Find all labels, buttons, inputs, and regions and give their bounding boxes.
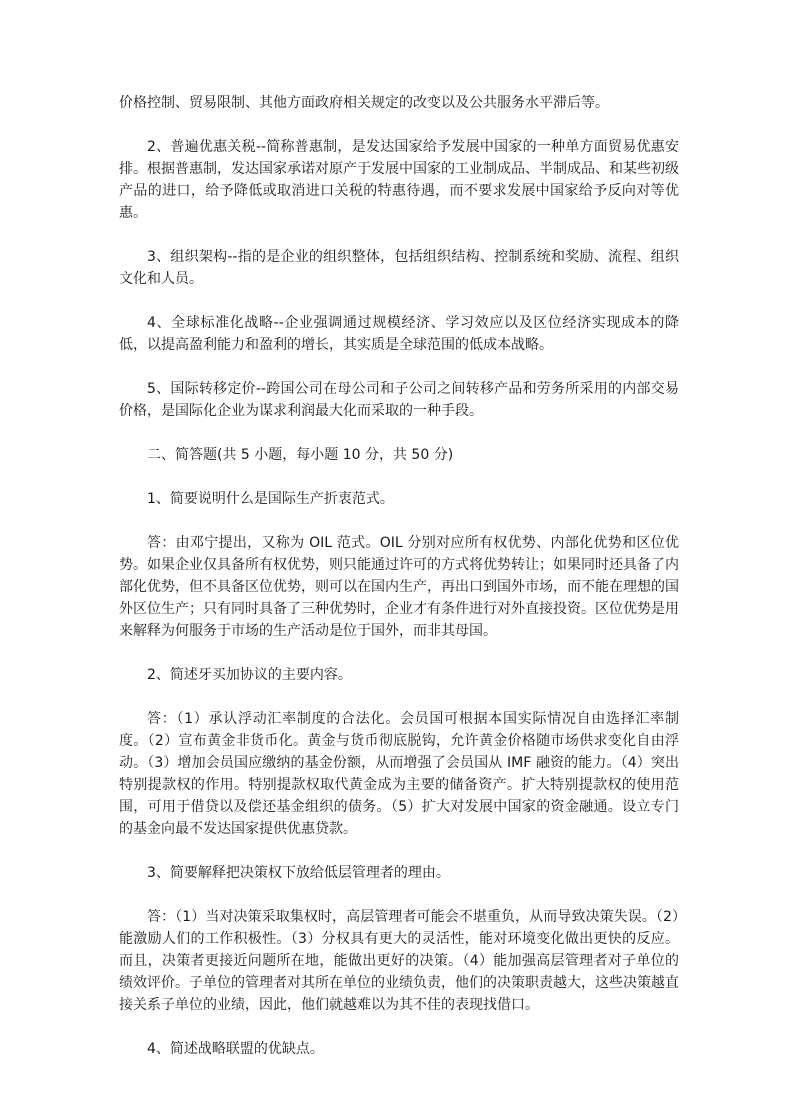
answer-3: 答：（1）当对决策采取集权时，高层管理者可能会不堪重负，从而导致决策失误。（2）能激励人们的工作积极性。（3）分权具有更大的灵活性，能对环境变化做出更快的反应。而且，决策者更接近问题所在地，能做出更好的决策。（4）能加强高层管理者对子单位的绩效评价。子单位的管理者对其所在单位的业绩负责，他们的决策职责越大，这些决策越直接关系子单位的业绩，因此，他们就越难以为其不佳的表现找借口。 — [119, 909, 679, 1013]
term-5-transfer-pricing: 5、国际转移定价--跨国公司在母公司和子公司之间转移产品和劳务所采用的内部交易价格，是国际化企业为谋求利润最大化而采取的一种手段。 — [119, 381, 679, 419]
section-heading-short-answer: 二、简答题(共 5 小题，每小题 10 分，共 50 分) — [147, 447, 454, 463]
question-3: 3、简要解释把决策权下放给低层管理者的理由。 — [147, 865, 450, 881]
question-2: 2、简述牙买加协议的主要内容。 — [147, 667, 352, 683]
term-2-gsp: 2、普遍优惠关税--简称普惠制，是发达国家给予发展中国家的一种单方面贸易优惠安排。根据普惠制，发达国家承诺对原产于发展中国家的工业制成品、半制成品、和某些初级产品的进口，给予降低或取消进口关税的特惠待遇，而不要求发展中国家给予反向对等优惠。 — [119, 139, 679, 221]
question-1: 1、简要说明什么是国际生产折衷范式。 — [147, 491, 394, 507]
term-3-organization-architecture: 3、组织架构--指的是企业的组织整体，包括组织结构、控制系统和奖励、流程、组织文化和人员。 — [119, 249, 679, 287]
answer-2: 答：（1）承认浮动汇率制度的合法化。会员国可根据本国实际情况自由选择汇率制度。（2）宣布黄金非货币化。黄金与货币彻底脱钩，允许黄金价格随市场供求变化自由浮动。（3）增加会员国应缴纳的基金份额，从而增强了会员国从 IMF 融资的能力。（4）突出特别提款权的作用。特别提款权取代黄金成为主要的储备资产。扩大特别提款权的使用范围，可用于借贷以及偿还基金组织的债务。（5）扩大对发展中国家的资金融通。设立专门的基金向最不发达国家提供优惠贷款。 — [119, 711, 679, 837]
document-page — [119, 92, 679, 1060]
answer-1: 答：由邓宁提出，又称为 OIL 范式。OIL 分别对应所有权优势、内部化优势和区位优势。如果企业仅具备所有权优势，则只能通过许可的方式将优势转让；如果同时还具备了内部化优势，但不具备区位优势，则可以在国内生产，再出口到国外市场，而不能在理想的国外区位生产；只有同时具备了三种优势时，企业才有条件进行对外直接投资。区位优势是用来解释为何服务于市场的生产活动是位于国外，而非其母国。 — [119, 535, 679, 639]
term-4-global-standardization: 4、全球标准化战略--企业强调通过规模经济、学习效应以及区位经济实现成本的降低，以提高盈利能力和盈利的增长，其实质是全球范围的低成本战略。 — [119, 315, 679, 353]
question-4: 4、简述战略联盟的优缺点。 — [147, 1041, 324, 1057]
paragraph-continuation: 价格控制、贸易限制、其他方面政府相关规定的改变以及公共服务水平滞后等。 — [119, 95, 609, 111]
